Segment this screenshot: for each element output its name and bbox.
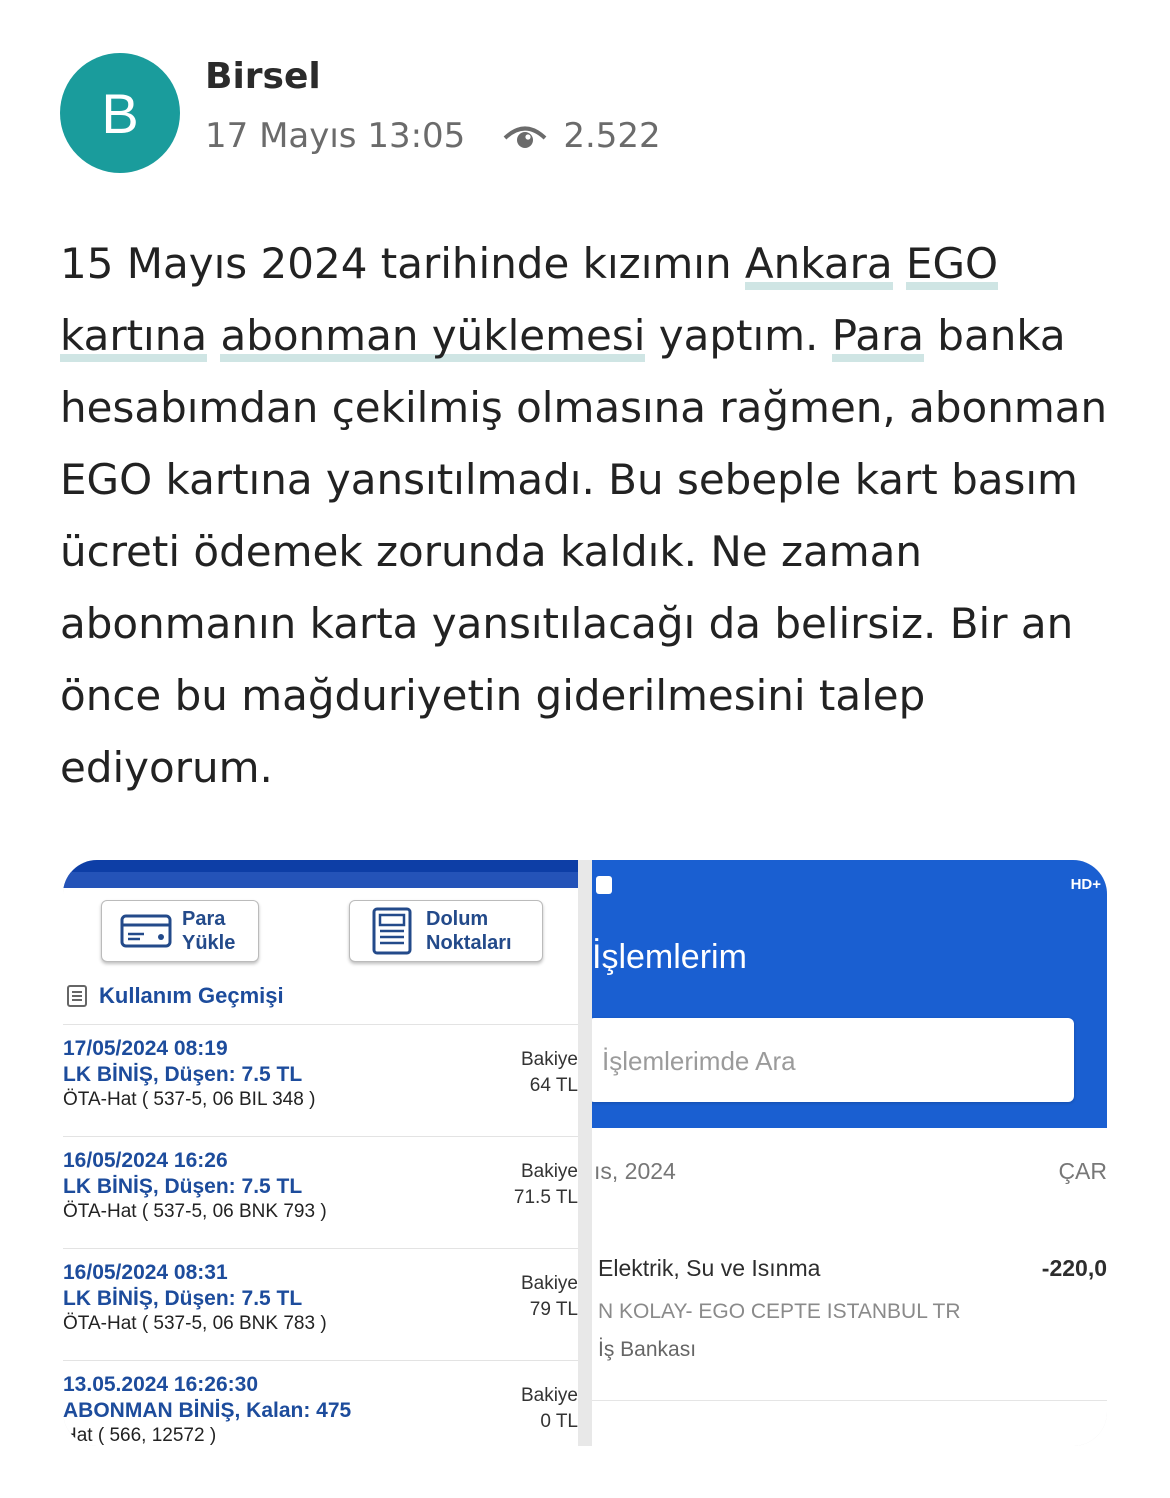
tx-date: 13.05.2024 16:26:30 — [63, 1373, 258, 1396]
tx-line: Hat ( 566, 12572 ) — [63, 1425, 217, 1446]
day-header: ÇAR — [1058, 1158, 1107, 1184]
date-header: ıs, 2024 — [594, 1158, 676, 1184]
dolum-label: Dolum — [426, 908, 489, 930]
dolum-noktalari-button[interactable] — [349, 900, 543, 962]
tx-date: 16/05/2024 08:31 — [63, 1261, 228, 1284]
bank-name: İş Bankası — [598, 1338, 697, 1361]
tx-balance: 71.5 TL — [513, 1187, 578, 1208]
transaction-category[interactable]: Elektrik, Su ve Isınma — [598, 1255, 821, 1281]
history-header — [63, 978, 284, 1014]
tx-balance-label: Bakiye — [520, 1049, 578, 1070]
history-title: Kullanım Geçmişi — [99, 983, 284, 1008]
eye-icon — [503, 121, 547, 151]
post-body — [60, 228, 1120, 804]
tx-type: ABONMAN BİNİŞ, Kalan: 475 — [63, 1399, 352, 1422]
avatar-letter: B — [101, 81, 139, 145]
tx-type: LK BİNİŞ, Düşen: 7.5 TL — [63, 1287, 303, 1310]
para-yukle-button[interactable] — [101, 900, 259, 962]
bank-app-screen — [592, 860, 1107, 1446]
transaction-row[interactable] — [63, 1360, 578, 1446]
status-icon — [596, 876, 612, 894]
tx-date: 16/05/2024 16:26 — [63, 1149, 228, 1172]
body-text-segment: 15 Mayıs 2024 tarihinde kızımın — [60, 239, 745, 288]
para-label: Para — [182, 908, 226, 930]
post-date: 17 Mayıs 13:05 — [205, 116, 466, 156]
body-text-segment: yaptım. — [645, 311, 832, 360]
tx-balance-label: Bakiye — [520, 1161, 578, 1182]
list-icon — [65, 984, 89, 1008]
author-name[interactable]: Birsel — [205, 56, 321, 97]
tx-date: 17/05/2024 08:19 — [63, 1037, 228, 1060]
post-image[interactable] — [63, 860, 1107, 1446]
transaction-amount: -220,0 — [1041, 1255, 1107, 1281]
noktalari-label: Noktaları — [426, 932, 512, 954]
search-placeholder: İşlemlerimde Ara — [602, 1046, 796, 1076]
keyword-link[interactable]: abonman yüklemesi — [220, 311, 646, 360]
tx-balance-label: Bakiye — [520, 1273, 578, 1294]
keyword-link[interactable]: Ankara — [744, 239, 893, 288]
tx-line: ÖTA-Hat ( 537-5, 06 BIL 348 ) — [63, 1089, 316, 1110]
transaction-row[interactable] — [63, 1248, 578, 1357]
yukle-label: Yükle — [182, 932, 236, 954]
body-text-segment: banka hesabımdan çekilmiş olmasına rağmen, abonman EGO kartına yansıtılmadı. Bu sebeple kart basım ücreti ödemek zorunda kaldık. Ne zaman abonmanın karta yansıtılacağı da belirsiz. Bir an önce bu mağduriyetin giderilmesini talep ediyorum. — [60, 311, 1108, 792]
ego-app-screen — [63, 860, 578, 1446]
tx-balance-label: Bakiye — [520, 1385, 578, 1406]
list-divider — [592, 1400, 1107, 1401]
transaction-row[interactable] — [63, 1136, 578, 1245]
kiosk-icon — [370, 906, 414, 956]
avatar[interactable] — [60, 53, 180, 173]
keyword-link[interactable]: EGO — [905, 239, 999, 288]
bank-page-title: İşlemlerim — [592, 938, 747, 976]
tx-balance: 79 TL — [529, 1299, 578, 1320]
body-text-segment — [893, 239, 906, 288]
status-network: HD+ — [1070, 876, 1101, 893]
transaction-row[interactable] — [63, 1024, 578, 1133]
transaction-search-input[interactable] — [592, 1018, 1074, 1102]
view-count: 2.522 — [563, 116, 661, 156]
app-top-bar — [63, 860, 578, 888]
tx-balance: 64 TL — [529, 1075, 578, 1096]
image-divider — [578, 860, 592, 1446]
keyword-link[interactable]: kartına — [60, 311, 208, 360]
body-text-segment — [207, 311, 220, 360]
tx-type: LK BİNİŞ, Düşen: 7.5 TL — [63, 1175, 303, 1198]
tx-line: ÖTA-Hat ( 537-5, 06 BNK 793 ) — [63, 1201, 327, 1222]
card-icon — [120, 912, 172, 950]
keyword-link[interactable]: Para — [831, 311, 924, 360]
tx-type: LK BİNİŞ, Düşen: 7.5 TL — [63, 1063, 303, 1086]
post-meta — [205, 116, 661, 156]
tx-line: ÖTA-Hat ( 537-5, 06 BNK 783 ) — [63, 1313, 327, 1334]
transaction-description: N KOLAY- EGO CEPTE ISTANBUL TR — [598, 1300, 961, 1323]
tx-balance: 0 TL — [540, 1411, 578, 1432]
